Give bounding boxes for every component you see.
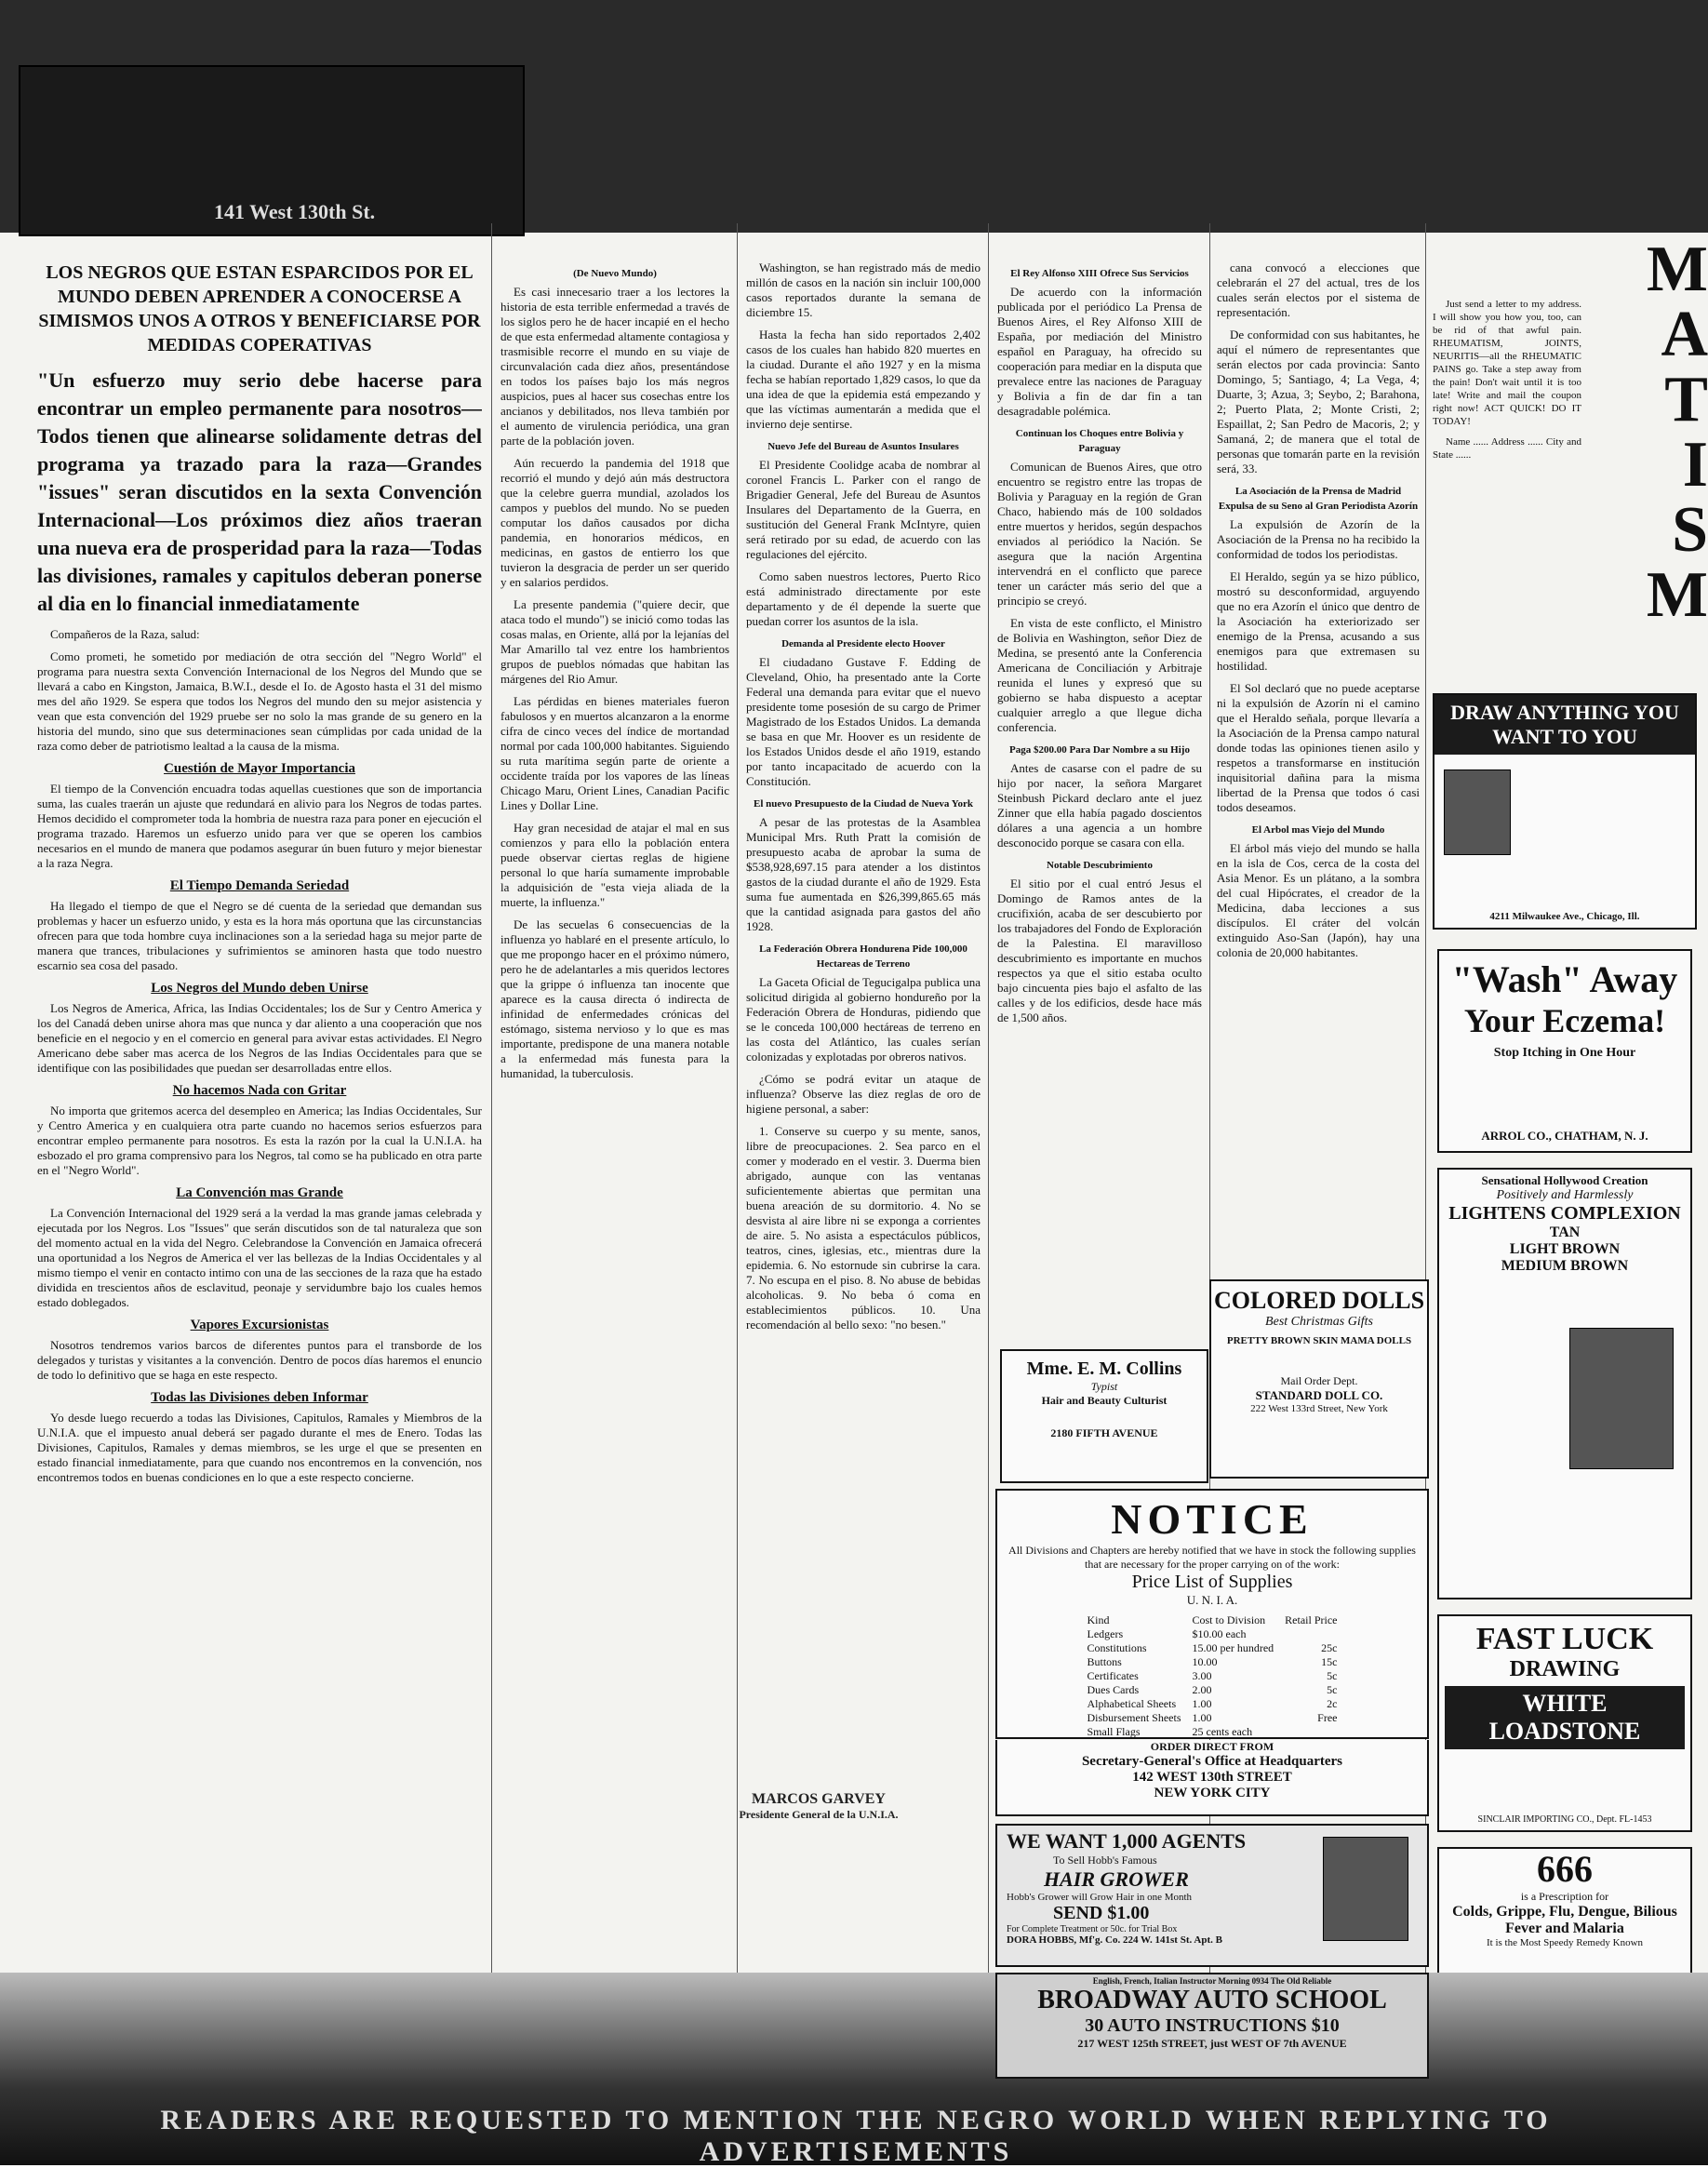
article-kicker: LOS NEGROS QUE ESTAN ESPARCIDOS POR EL MUNDO DEBEN APRENDER A CONOCERSE A SIMISMOS UNOS A OTROS Y BENEFICIARSE POR MEDIDAS COPERATIVAS: [38, 262, 481, 355]
ad-headline: Mme. E. M. Collins: [1026, 1358, 1182, 1379]
column-header: Cost to Division: [1192, 1613, 1266, 1626]
ad-line: To Sell Hobb's Famous: [1053, 1854, 1157, 1867]
price-cell: Buttons: [1087, 1655, 1122, 1668]
ad-line: Hobb's Grower will Grow Hair in one Month: [1007, 1892, 1193, 1903]
paragraph: Como prometi, he sometido por mediación de otra sección del "Negro World" el programa para nuestra sexta Convención Internacional de los Negros del Mundo que se llevará a cabo en Kingston, Jamaica, B.W.I., desde el Io. de Agosto hasta el 31 del mismo mes del año 1929. Se espera que todos los Negros del mundo den su mejor asistencia y vean que esta convención del 1929 pruebe ser no solo la mas grande de su genero en la historia del mundo, sino que sus determinaciones sean cúmplidas por cada unidad de la raza como deber de patriotismo lealtad a la causa de la misma.: [37, 649, 482, 753]
ad-subhead: Stop Itching in One Hour: [1493, 1046, 1636, 1060]
ad-headline-2: Your Eczema!: [1463, 1002, 1666, 1039]
ad-address: 4211 Milwaukee Ave., Chicago, Ill.: [1489, 911, 1640, 922]
price-cell: 10.00: [1192, 1655, 1218, 1668]
news-heading: Demanda al Presidente electo Hoover: [781, 638, 945, 649]
complexion-ad[interactable]: [1437, 1168, 1692, 1599]
price-cell: 2.00: [1192, 1683, 1212, 1696]
news-heading: La Federación Obrera Hondurena Pide 100,000 Hectareas de Terreno: [759, 943, 967, 970]
auto-school-ad[interactable]: [995, 1973, 1429, 2079]
price-cell: Small Flags: [1087, 1725, 1141, 1738]
news-heading: El Arbol mas Viejo del Mundo: [1251, 824, 1385, 836]
order-line: 142 WEST 130th STREET: [1132, 1770, 1292, 1785]
paragraph: El Sol declaró que no puede aceptarse ni la expulsión de Azorín ni el camino que el Heraldo señala, porque llevaría a la Asociación de la Prensa campo natural donde todas las opiniones tienen asilo y respetos a transformarse en institución inquisitorial dañina para la misma libertad de la Prensa que todos ó casi todos deseamos.: [1217, 681, 1420, 814]
price-cell: Disbursement Sheets: [1087, 1711, 1181, 1724]
ad-line: Hair and Beauty Culturist: [1041, 1394, 1168, 1407]
ad-line: Colds, Grippe, Flu, Dengue, Bilious Fever and Malaria: [1452, 1904, 1677, 1936]
price-row: [1082, 1669, 1343, 1683]
price-row: [1082, 1627, 1343, 1641]
price-row: [1082, 1641, 1343, 1655]
dolls-ad[interactable]: [1209, 1279, 1429, 1479]
rheumatism-ad-text: [1433, 298, 1581, 670]
paragraph: En vista de este conflicto, el Ministro de Bolivia en Washington, señor Diez de Medina, se presentó ante la Conferencia Americana de Conciliación y Arbitraje reunida el lunes y expresó que su gobierno se haba dispuesto a aceptar cualquier arreglo a que llegue dicha conferencia.: [997, 616, 1202, 734]
column-rule: [988, 223, 989, 2066]
paragraph: De las secuelas 6 consecuencias de la influenza yo hablaré en el presente artículo, lo que me propongo hacer en el próximo número, pero he de adelantarles a mis queridos lectores que la grippe ó influenza tan inocente que aparece es la causa directa ó indirecta de infinidad de enfermedades crónicas del estómago, sistema nervioso y lo que es mas importante, predispone de una manera notable a la enfermedad más funesta para la humanidad, la tuberculosis.: [500, 917, 729, 1080]
ad-address: ARROL CO., CHATHAM, N. J.: [1481, 1129, 1648, 1143]
ad-line: 2180 FIFTH AVENUE: [1050, 1426, 1158, 1439]
price-list-org: U. N. I. A.: [1186, 1593, 1238, 1607]
paragraph: A pesar de las protestas de la Asamblea Municipal Mrs. Ruth Pratt la comisión de presupuesto acaba de aprobar la suma de $538,928,697.15 para atender a los distintos gastos de la ciudad durante el año de 1929. Esta suma fue aumentada en $26,399,865.65 más que la cantidad asignada para gastos del año 1928.: [746, 815, 981, 933]
ad-line: Typist: [1090, 1380, 1118, 1393]
ad-line: LIGHT BROWN: [1509, 1241, 1621, 1257]
article-source: (De Nuevo Mundo): [573, 268, 657, 279]
ad-address: SINCLAIR IMPORTING CO., Dept. FL-1453: [1477, 1814, 1652, 1825]
ad-line: Positively and Harmlessly: [1496, 1188, 1634, 1202]
price-row: [1082, 1711, 1343, 1725]
article-convention: [37, 261, 482, 2019]
section-heading: Cuestión de Mayor Importancia: [164, 761, 355, 776]
ad-line: LIGHTENS COMPLEXION: [1448, 1203, 1681, 1224]
price-cell: $10.00 each: [1192, 1627, 1247, 1640]
order-line: ORDER DIRECT FROM: [1150, 1740, 1274, 1753]
footer-banner: READERS ARE REQUESTED TO MENTION THE NEGRO WORLD WHEN REPLYING TO ADVERTISEMENTS: [160, 2105, 1552, 2167]
column-header: Retail Price: [1285, 1613, 1338, 1626]
price-cell: Free: [1317, 1711, 1338, 1724]
paragraph: La Gaceta Oficial de Tegucigalpa publica una solicitud dirigida al gobierno hondureño por la Federación Obrera de Honduras, pidiendo que se le conceda 100,000 hectáreas de terreno en las costa del Atlántico, las cuales serían colonizadas y explotadas por obreros nativos.: [746, 975, 981, 1064]
ad-line: SEND $1.00: [1053, 1903, 1150, 1923]
paragraph: cana convocó a elecciones que celebrarán el 27 del actual, tres de los cuales serán electos por el sistema de representación.: [1217, 261, 1420, 319]
paragraph: Aún recuerdo la pandemia del 1918 que recorrió el mundo y dejó aún más destructora que la celebre guerra mundial, azolados los campos y pueblos del mundo. No se pueden computar los daños causados por dicha pandemia, en honorarios médicos, en medicinas, en gastos de entierro los que tuvieron la desgracia de perder un ser querido y en salarios perdidos.: [500, 456, 729, 589]
ad-line: 30 AUTO INSTRUCTIONS $10: [1085, 2015, 1340, 2036]
news-column-3: [746, 261, 981, 1787]
banner-letter: T: [1664, 364, 1708, 435]
article-influenza: [500, 261, 729, 1787]
ad-line: WHITE LOADSTONE: [1445, 1686, 1685, 1749]
coupon-fields: Name ...... Address ...... City and State ......: [1433, 436, 1581, 461]
ad-line: For Complete Treatment or 50c. for Trial Box: [1007, 1924, 1178, 1934]
paragraph: El sitio por el cual entró Jesus el Domingo de Ramos antes de la crucifixión, acaba de ser descubierto por los trabajadores del Fondo de Exploración de la Palestina. El maravilloso descubrimiento es importante en muchos respectos ya que el sitio estaba oculto bajo cincuenta pies bajo el asfalto de las calles y de los edificios, desde hace más de 1,500 años.: [997, 877, 1202, 1024]
signature-title: Presidente General de la U.N.I.A.: [739, 1808, 899, 1821]
ad-copy: Just send a letter to my address. I will show you how you, too, can be rid of that awful pain. RHEUMATISM, JOINTS, NEURITIS—all the RHEUMATIC PAINS go. Take a step away from the pain! Don't wait until it is too late! Write and mail the coupon right now! ACT QUICK! DO IT TODAY!: [1433, 299, 1581, 427]
paragraph: Yo desde luego recuerdo a todas las Divisiones, Capitulos, Ramales y Miembros de la U.N.I.A. que el impuesto anual deberá ser pagado durante el mes de Enero. Todas las Divisiones, Capitulos, Ramales y demas miembros, se les urge el que se presenten en estado financial inmediatamente, para que cuando nos encontremos en la convención, nos encontremos todos en buenas condiciones en lo que a este respecto concierne.: [37, 1411, 482, 1484]
ad-line: STANDARD DOLL CO.: [1255, 1388, 1383, 1402]
price-cell: Ledgers: [1087, 1627, 1124, 1640]
ad-line: English, French, Italian Instructor Morning 0934 The Old Reliable: [1092, 1976, 1332, 1986]
ad-line: is a Prescription for: [1520, 1890, 1609, 1903]
banner-letter: S: [1672, 494, 1708, 566]
paragraph: Como saben nuestros lectores, Puerto Rico está administrado directamente por este departamento y de él depende la suerte que puedan correr los asuntos de la isla.: [746, 569, 981, 628]
price-cell: 25 cents each: [1192, 1725, 1253, 1738]
ad-line: FAST LUCK: [1475, 1622, 1654, 1656]
collins-ad[interactable]: [1000, 1349, 1208, 1483]
order-direct-box: [995, 1740, 1429, 1816]
paragraph: Hasta la fecha han sido reportados 2,402 casos de los cuales han habido 820 muertes en la ciudad. Durante el año 1927 y en la misma fecha se habían reportado 1,829 casos, lo que da una idea de que la epidemia está empezando y que las víctimas aumentarán a medida que el invierno deje sentirse.: [746, 328, 981, 431]
news-heading: El nuevo Presupuesto de la Ciudad de Nueva York: [754, 798, 973, 810]
column-rule: [737, 223, 738, 2066]
section-heading: Todas las Divisiones deben Informar: [151, 1390, 368, 1405]
paragraph: Las pérdidas en bienes materiales fueron fabulosos y en muertos alcanzaron a la enorme cifra de cinco veces del índice de mortandad normal por cada 100,000 habitantes. Siguiendo su ruta marítima según parte de oriente a occidente traída por los vapores de las líneas Chicago Maru, Orient Lines, Canadian Pacific Lines y Dollar Line.: [500, 694, 729, 812]
ad-headline: COLORED DOLLS: [1213, 1287, 1425, 1314]
news-heading: Continuan los Choques entre Bolivia y Paraguay: [1015, 428, 1184, 454]
fast-luck-ad[interactable]: [1437, 1614, 1692, 1832]
ad-line: DORA HOBBS, Mf'g. Co. 224 W. 141st St. Apt. B: [1007, 1934, 1222, 1946]
paragraph: Ha llegado el tiempo de que el Negro se dé cuenta de la seriedad que demandan sus problemas y hacer un esfuerzo unido, y esta es la hora más oportuna que las circunstancias ofrecen para que toda hombre cuya inclinaciones son a la seriedad haga su mejor parte de manera que trances, tribulaciones y sufrimientos se aminoren hasta que todo nuestro escarnio sea cosa del pasado.: [37, 899, 482, 972]
news-heading: Notable Descubrimiento: [1047, 860, 1153, 871]
news-column-4: [997, 261, 1202, 1200]
ad-line: It is the Most Speedy Remedy Known: [1486, 1937, 1644, 1948]
price-cell: 3.00: [1192, 1669, 1212, 1682]
ad-line: DRAWING: [1509, 1657, 1621, 1681]
article-lead: "Un esfuerzo muy serio debe hacerse para encontrar un empleo permanente para nosotros—Todos tienen que alinearse solidamente detras del programa ya trazado para la raza—Grandes "issues" seran discutidos en la sexta Convención Internacional—Los próximos diez años traeran una nueva era de prosperidad para la raza—Todas las divisiones, ramales y capitulos deberan ponerse al dia en lo financial inmediatamente: [37, 368, 482, 615]
price-cell: Alphabetical Sheets: [1087, 1697, 1177, 1710]
banner-letter: I: [1682, 429, 1708, 501]
banner-letter: A: [1661, 299, 1708, 370]
ad-illustration: [1444, 770, 1511, 855]
order-line: Secretary-General's Office at Headquarters: [1081, 1754, 1343, 1769]
section-heading: El Tiempo Demanda Seriedad: [169, 878, 350, 893]
price-row: [1082, 1683, 1343, 1697]
paragraph: La presente pandemia ("quiere decir, que ataca todo el mundo") se inició como todas las cosas malas, en Oriente, allá por la lejanías del Mar Amarillo tal vez entre los hambrientos grupos de pueblos nómadas que habitan las márgenes del Rio Amur.: [500, 597, 729, 686]
news-heading: El Rey Alfonso XIII Ofrece Sus Servicios: [1010, 268, 1189, 279]
ad-line: TAN: [1549, 1225, 1581, 1240]
ad-line: 217 WEST 125th STREET, just WEST OF 7th AVENUE: [1077, 2037, 1347, 2050]
paragraph: La expulsión de Azorín de la Asociación de la Prensa no ha recibido la conformidad de todos los periodistas.: [1217, 517, 1420, 561]
price-cell: 5c: [1327, 1683, 1338, 1696]
price-cell: Certificates: [1087, 1669, 1139, 1682]
ad-portrait: [1323, 1837, 1408, 1941]
price-cell: [1279, 1725, 1342, 1739]
salutation: Compañeros de la Raza, salud:: [50, 627, 200, 641]
price-cell: 1.00: [1192, 1697, 1212, 1710]
ad-line: 222 West 133rd Street, New York: [1250, 1403, 1388, 1414]
paragraph: Los Negros de America, Africa, las Indias Occidentales; los de Sur y Centro America y los del Canadá deben unirse ahora mas que nunca y dar aliento a una cooperación que nos beneficie en el negocio y en el comercio en general para avivar estas actividades. El Negro Americano debe saber mas acerca de los Negros de las Indias Occidentales para que se identifique con las posibilidades que puedan ser desarrolladas entre ellos.: [37, 1001, 482, 1075]
ad-line: 666: [1537, 1848, 1593, 1890]
ad-headline: DRAW ANYTHING YOU WANT TO YOU: [1434, 695, 1695, 755]
price-cell: 15.00 per hundred: [1192, 1641, 1274, 1654]
news-heading: Paga $200.00 Para Dar Nombre a su Hijo: [1009, 744, 1190, 756]
notice-text: All Divisions and Chapters are hereby notified that we have in stock the following supplies that are necessary for the proper carrying on of the work:: [1008, 1544, 1416, 1571]
ad-line: Mail Order Dept.: [1280, 1374, 1358, 1387]
ad-headline: "Wash" Away: [1451, 958, 1678, 1000]
banner-letter: M: [1646, 234, 1708, 305]
price-cell: Dues Cards: [1087, 1683, 1140, 1696]
price-row: [1082, 1697, 1343, 1711]
ad-line: HAIR GROWER: [1044, 1867, 1189, 1891]
rules-list: 1. Conserve su cuerpo y su mente, sanos, libre de preocupaciones. 2. Sea parco en el comer y moderado en el vestir. 3. Duerma bien abrigado, aunque con las ventanas suficientemente abiertas que permitan una buena areación de su dormitorio. 4. No se desvista al aire libre ni se exponga a corrientes de aire. 5. No asista a espectáculos públicos, teatros, cines, iglesias, etc., mientras dure la epidemia. 6. No estornude sin cubrirse la cara. 7. No escupa en el piso. 8. No abuse de bebidas alcoholicas. 9. No beba ó coma en establecimientos públicos. 10. Una recomendación al bello sexo: "no besen.": [746, 1124, 981, 1332]
draw-anything-ad[interactable]: [1433, 693, 1697, 930]
masthead: [0, 0, 1708, 233]
price-table: [1082, 1613, 1343, 1739]
section-heading: No hacemos Nada con Gritar: [172, 1083, 347, 1098]
price-cell: 2c: [1327, 1697, 1338, 1710]
section-heading: Vapores Excursionistas: [190, 1318, 329, 1332]
price-row: [1082, 1725, 1343, 1739]
news-heading: Nuevo Jefe del Bureau de Asuntos Insulares: [767, 441, 959, 452]
paragraph: La Convención Internacional del 1929 será a la verdad la mas grande jamas celebrada y ejecutada por los Negros. Los "Issues" que serán discutidos son de tal naturaleza que son del momento actual en la vida del Negro. Celebrandose la Convención en Jamaica ofrecerá una oportunidad a los Negros de America el ver las bellezas de la Indias Occidentales y al mismo tiempo el venir en contacto intimo con una de las secciones de la raza que ha estado dividida en trescientos años de esclavitud, peonaje y servidumbre bajo los cuales hemos estado doblegados.: [37, 1206, 482, 1309]
paragraph: El tiempo de la Convención encuadra todas aquellas cuestiones que son de importancia suma, las cuales traerán un ajuste que redundará en alivio para los Negros de todas partes. Hemos decidido el comprometer toda la hombria de nuestra raza para poner en ejecución el programa trazado. Haremos un esfuerzo unido para ver que se operen los cambios necesarios en el mundo de manera que podamos asegurar ún buen futuro y mejor bienestar a la raza Negra.: [37, 782, 482, 870]
paragraph: Antes de casarse con el padre de su hijo por nacer, la señora Margaret Steinbush Pickard declaro ante el juez Zinner que ella había pagado doscientos dólares a una agencia a un hombre desconocido porque se casara con ella.: [997, 761, 1202, 850]
paragraph: El ciudadano Gustave F. Edding de Cleveland, Ohio, ha presentado ante la Corte Federal una demanda para evitar que el nuevo presidente tome posesión de su cargo de Primer Magistrado de los Estados Unidos. La demanda se basa en que Mr. Hoover es un residente de los Estados Unidos desde el año 1919, estando por tanto incapacitado de acuerdo con la Constitución.: [746, 655, 981, 788]
paragraph: Comunican de Buenos Aires, que otro encuentro se registro entre las tropas de Bolivia y Paraguay en la región de Gran Chaco, habiendo más de 100 soldados entre muertos y heridos, según despachos enviados al periódico la Nación. Se asegura que la nación Argentina intervendrá en el conflicto que parece tener un carácter más serio del que a principio se creyó.: [997, 460, 1202, 608]
paragraph: ¿Cómo se podrá evitar un ataque de influenza? Observe las diez reglas de oro de higiene personal, a saber:: [746, 1072, 981, 1116]
price-cell: [1279, 1627, 1342, 1641]
notice-title: NOTICE: [1111, 1495, 1314, 1543]
paragraph: El Heraldo, según ya se hizo público, mostró su desconformidad, arguyendo que no era Azorín el único que dentro de la Asociación ha exteriorizado ser enemigo de la Prensa, acusando a sus enemigos para que extremasen su hostilidad.: [1217, 569, 1420, 673]
eczema-ad[interactable]: [1437, 949, 1692, 1153]
paragraph: No importa que gritemos acerca del desempleo en America; las Indias Occidentales, Sur y Centro America y en cualquiera otra parte cuando no hacemos serios esfuerzos para encontrar empleo permanente para nosotros. Es esta la razón por la cual la U.N.I.A. ha esbozado el pro grama comprensivo para los Negros, tal como se ha publicado en otra parte en el "Negro World".: [37, 1104, 482, 1177]
price-header-row: [1082, 1613, 1343, 1627]
paragraph: De acuerdo con la información publicada por el periódico La Prensa de Buenos Aires, el Rey Alfonso XIII de España, por mediación del Ministro español en Paraguay, ha ofrecido su cooperación para mediar en la disputa que prevalece entre las naciones de Paraguay y Bolivia a fin de dar fin a tan desagradable polémica.: [997, 285, 1202, 418]
column-rule: [491, 223, 492, 2066]
ad-subhead: Best Christmas Gifts: [1265, 1315, 1373, 1329]
price-cell: 25c: [1321, 1641, 1338, 1654]
ad-portrait: [1569, 1328, 1674, 1469]
section-heading: Los Negros del Mundo deben Unirse: [151, 981, 368, 996]
paragraph: Hay gran necesidad de atajar el mal en sus comienzos y para ello la población entera puede observar ciertas reglas de higiene personal lo que haría sumamente improbable la adquisición de "esta vieja aliada de la muerte, la influenza.": [500, 821, 729, 909]
price-cell: Constitutions: [1087, 1641, 1147, 1654]
ad-headline: WE WANT 1,000 AGENTS: [1007, 1829, 1247, 1853]
column-header: Kind: [1087, 1613, 1110, 1626]
signature: [651, 1791, 986, 1822]
paragraph: Nosotros tendremos varios barcos de diferentes puntos para el transborde de los delegados y turistas y visitantes a la convención. Dentro de pocos días haremos el enuncio de todo lo definitivo que se haga en este respecto.: [37, 1338, 482, 1382]
section-heading: La Convención mas Grande: [176, 1185, 343, 1200]
paragraph: De conformidad con sus habitantes, he aquí el número de representantes que serán electos por cada provincia: Santo Domingo, 5; Santiago, 4; La Vega, 4; Duarte, 3; Azua, 3; Seybo, 2; Barahona, 2; Puerto Plata, 2; Monte Cristi, 2; Espaillat, 2; San Pedro de Macoris, 2; y Samaná, 2; de manera que el total de personas que tomarán parte en la revisión será, 33.: [1217, 328, 1420, 475]
remedy-666-ad[interactable]: [1437, 1847, 1692, 1990]
ad-line: Sensational Hollywood Creation: [1481, 1173, 1648, 1187]
ad-headline: BROADWAY AUTO SCHOOL: [1037, 1986, 1387, 2014]
paragraph: El Presidente Coolidge acaba de nombrar al coronel Francis L. Parker con el rango de Brigadier General, Jefe del Bureau de Asuntos Insulares del Departamento de la Guerra, en sustitución del General Frank McIntyre, quien será retirado por su edad, de acuerdo con las regulaciones del ejército.: [746, 458, 981, 561]
price-list-title: Price List of Supplies: [1131, 1572, 1293, 1592]
price-cell: 15c: [1321, 1655, 1338, 1668]
price-cell: 1.00: [1192, 1711, 1212, 1724]
price-cell: 5c: [1327, 1669, 1338, 1682]
notice-price-list: [995, 1489, 1429, 1739]
paragraph: Es casi innecesario traer a los lectores la historia de esta terrible enfermedad a través de los siglos pero he de hacer incapié en el hecho de que esta enfermedad altamente contagiosa y trasmisible recorre el mundo en su viaje de circunvalación cada diez años, presentándose en todos los países bajo los más negros auspicios, pues al hacer sus cosechas entre los ancianos y debilitados, nos lleva también por el aumento de virulencia periódica, una gran parte de la población joven.: [500, 285, 729, 448]
masthead-address: 141 West 130th St.: [214, 200, 376, 223]
price-row: [1082, 1655, 1343, 1669]
news-heading: La Asociación de la Prensa de Madrid Expulsa de su Seno al Gran Periodista Azorín: [1218, 486, 1419, 512]
order-line: NEW YORK CITY: [1154, 1786, 1271, 1800]
ad-line: MEDIUM BROWN: [1501, 1258, 1629, 1274]
paragraph: Washington, se han registrado más de medio millón de casos en la nación sin incluir 100,000 casos reportados durante la semana de diciembre 15.: [746, 261, 981, 319]
paragraph: El árbol más viejo del mundo se halla en la isla de Cos, cerca de la costa del Asia Menor. Es un plátano, a la sombra del cual Hipócrates, el creador de la Medicina, daba lecciones a sus discípulos. El cráter del volcán extinguido Aso-San (Japón), hay una colonia de 20,000 habitantes.: [1217, 841, 1420, 959]
hair-grower-ad[interactable]: [995, 1824, 1429, 1967]
news-column-5: [1217, 261, 1420, 1358]
signature-name: MARCOS GARVEY: [752, 1791, 886, 1807]
banner-letter: M: [1646, 559, 1708, 631]
ad-line: PRETTY BROWN SKIN MAMA DOLLS: [1226, 1335, 1412, 1346]
